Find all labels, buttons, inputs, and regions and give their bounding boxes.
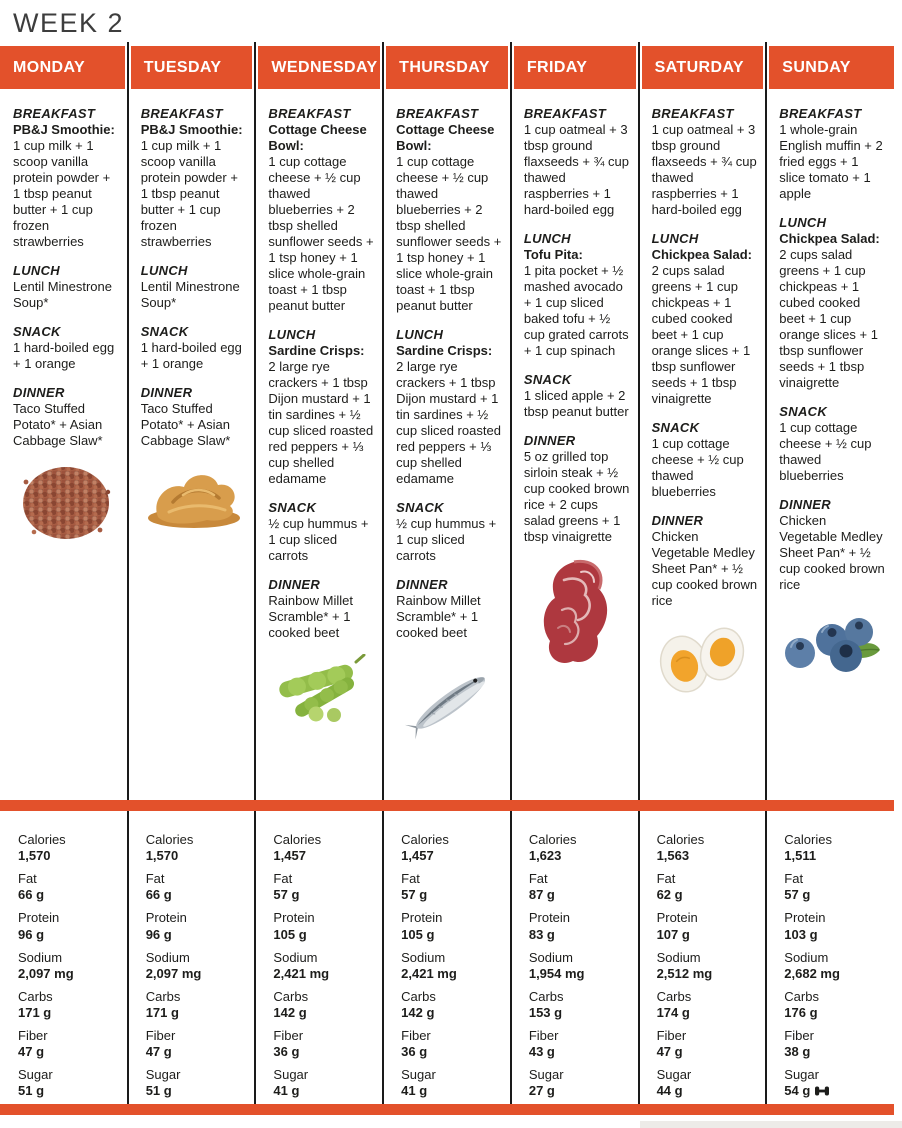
orange-divider-band-bottom: [0, 1104, 894, 1115]
edamame-image: [268, 654, 374, 728]
meal-section-breakfast-saturday: [652, 106, 758, 218]
nutrition-value: 153 g: [528, 1004, 563, 1020]
nutrition-sugar-saturday: [657, 1067, 759, 1099]
meal-section-snack-thursday: [396, 500, 502, 564]
nutrition-label: Calories: [401, 832, 449, 847]
nutrition-calories-monday: [18, 832, 120, 864]
meal-title: Sardine Crisps:: [396, 342, 493, 358]
meal-label: BREAKFAST: [140, 106, 223, 121]
meal-label: DINNER: [13, 384, 65, 400]
nutrition-value: 171 g: [18, 1004, 52, 1020]
day-column-thursday: [383, 89, 511, 800]
meal-description: 1 cup oatmeal + 3 tbsp ground flaxseeds + ¾ cup thawed raspberries + 1 hard-boiled egg: [651, 121, 757, 217]
day-header-wednesday: [258, 46, 380, 89]
nutrition-value: 57 g: [784, 887, 811, 903]
nutrition-value: 44 g: [656, 1083, 683, 1099]
meal-label: BREAKFAST: [13, 106, 96, 121]
nutrition-value: 174 g: [656, 1004, 690, 1020]
nutrition-protein-tuesday: [146, 910, 248, 942]
meal-title: PB&J Smoothie:: [140, 121, 243, 137]
meal-description: 1 cup cottage cheese + ½ cup thawed blueberries: [651, 435, 744, 499]
nutrition-sugar-thursday: [401, 1067, 503, 1099]
nutrition-label: Fat: [784, 871, 804, 887]
meal-label: LUNCH: [13, 262, 60, 278]
nutrition-fiber-wednesday: [273, 1028, 375, 1060]
nutrition-label: Sodium: [656, 949, 701, 965]
day-header-label: SUNDAY: [782, 58, 851, 76]
nutrition-label: Sugar: [528, 1067, 564, 1083]
meal-title: Chickpea Salad:: [779, 230, 880, 246]
meal-label: DINNER: [779, 496, 831, 512]
meal-label: DINNER: [523, 432, 576, 448]
meal-section-breakfast-friday: [524, 106, 630, 218]
nutrition-sugar-monday: [18, 1067, 120, 1099]
day-header-row: [0, 46, 894, 89]
nutrition-label: Sodium: [528, 949, 573, 965]
column-divider: [382, 811, 384, 1104]
meal-description: Chicken Vegetable Medley Sheet Pan* + ½ cup cooked brown rice: [779, 512, 885, 592]
nutrition-label: Calories: [273, 832, 322, 847]
nutrition-label: Fat: [18, 871, 37, 887]
nutrition-label: Sodium: [145, 949, 190, 965]
nutrition-carbs-tuesday: [146, 989, 248, 1021]
nutrition-sugar-sunday: [784, 1067, 886, 1099]
nutrition-value: 36 g: [273, 1044, 300, 1060]
nutrition-value: 96 g: [18, 926, 45, 942]
nutrition-fat-monday: [18, 871, 120, 903]
meal-description: ½ cup hummus + 1 cup sliced carrots: [268, 515, 369, 563]
nutrition-value: 2,421 mg: [273, 965, 330, 981]
nutrition-label: Calories: [145, 832, 194, 847]
nutrition-calories-friday: [529, 832, 631, 864]
nutrition-label: Protein: [273, 910, 315, 926]
column-divider: [254, 811, 256, 1104]
nutrition-label: Carbs: [273, 988, 309, 1004]
meal-label: LUNCH: [651, 230, 699, 246]
meal-section-snack-tuesday: [141, 324, 247, 372]
meal-title: Tofu Pita:: [523, 246, 583, 262]
meal-label: BREAKFAST: [268, 106, 351, 121]
orange-divider-band-middle: [0, 800, 894, 811]
nutrition-label: Fiber: [145, 1028, 176, 1044]
nutrition-label: Fat: [528, 871, 548, 887]
meal-description: Lentil Minestrone Soup*: [140, 278, 240, 310]
nutrition-label: Fiber: [401, 1028, 431, 1044]
meal-section-snack-monday: [13, 324, 119, 372]
nutrition-label: Carbs: [18, 988, 53, 1004]
nutrition-label: Fiber: [656, 1028, 687, 1044]
meal-section-lunch-friday: [524, 231, 630, 359]
nutrition-value: 1,570: [18, 848, 51, 864]
nutrition-sodium-thursday: [401, 950, 503, 982]
nutrition-label: Calories: [528, 832, 577, 847]
nutrition-label: Fiber: [18, 1028, 48, 1044]
nutrition-calories-sunday: [784, 832, 886, 864]
nutrition-panel-wednesday: [255, 811, 383, 1104]
nutrition-sodium-saturday: [657, 950, 759, 982]
nutrition-fiber-monday: [18, 1028, 120, 1060]
nutrition-value: 1,511: [784, 848, 817, 864]
column-divider: [254, 42, 256, 800]
egg-image: [652, 622, 758, 702]
meal-description: 1 cup cottage cheese + ½ cup thawed blueberries + 2 tbsp shelled sunflower seeds + 1 tsp honey + 1 slice whole-grain toast + 1 tbsp peanut butter: [268, 153, 374, 313]
nutrition-label: Fat: [656, 871, 676, 887]
nutrition-fat-saturday: [657, 871, 759, 903]
nutrition-fat-tuesday: [146, 871, 248, 903]
nutrition-value: 1,457: [273, 848, 306, 864]
meal-section-breakfast-wednesday: [268, 106, 374, 314]
nutrition-calories-saturday: [657, 832, 759, 864]
nutrition-fiber-sunday: [784, 1028, 886, 1060]
nutrition-label: Fat: [401, 871, 420, 887]
column-divider: [127, 811, 129, 1104]
nutrition-label: Fiber: [528, 1028, 559, 1044]
nutrition-value: 41 g: [273, 1083, 300, 1099]
nutrition-label: Carbs: [528, 988, 564, 1004]
nutrition-value: 83 g: [528, 926, 555, 942]
meal-section-dinner-friday: [524, 433, 630, 545]
nutrition-label: Sugar: [656, 1067, 692, 1083]
nutrition-value: 1,623: [528, 848, 562, 864]
nutrition-fiber-tuesday: [146, 1028, 248, 1060]
nutrition-carbs-saturday: [657, 989, 759, 1021]
nutrition-label: Sodium: [401, 949, 446, 965]
nutrition-value: 105 g: [273, 926, 307, 942]
nutrition-panel-sunday: [766, 811, 894, 1104]
meal-description: 2 cups salad greens + 1 cup chickpeas + 1 cubed cooked beet + 1 cup orange slices + 1 tbsp sunflower seeds + 1 tbsp vinaigrette: [779, 246, 878, 390]
blueberries-image: [779, 606, 885, 680]
meal-section-breakfast-sunday: [779, 106, 885, 202]
meal-label: LUNCH: [779, 214, 827, 230]
nutrition-sodium-wednesday: [273, 950, 375, 982]
day-header-label: TUESDAY: [143, 58, 222, 76]
day-header-saturday: [642, 46, 764, 89]
meal-description: 1 cup oatmeal + 3 tbsp ground flaxseeds + ¾ cup thawed raspberries + 1 hard-boiled egg: [523, 121, 629, 217]
column-divider: [510, 42, 512, 800]
nutrition-protein-sunday: [784, 910, 886, 942]
nutrition-carbs-thursday: [401, 989, 503, 1021]
meal-section-snack-friday: [524, 372, 630, 420]
nutrition-value: 105 g: [401, 926, 435, 942]
meal-section-dinner-wednesday: [268, 577, 374, 641]
column-divider: [765, 811, 767, 1104]
meal-description: 1 sliced apple + 2 tbsp peanut butter: [523, 387, 629, 419]
nutrition-label: Calories: [656, 832, 705, 847]
nutrition-value: 36 g: [401, 1044, 428, 1060]
nutrition-value: 1,570: [145, 848, 179, 864]
day-header-label: FRIDAY: [526, 58, 588, 76]
nutrition-fat-thursday: [401, 871, 503, 903]
steak-image: [524, 558, 630, 674]
nutrition-value: 107 g: [656, 926, 690, 942]
nutrition-row: [0, 811, 894, 1104]
nutrition-panel-monday: [0, 811, 128, 1104]
meal-description: Taco Stuffed Potato* + Asian Cabbage Slaw*: [140, 400, 231, 448]
nutrition-label: Fiber: [784, 1028, 814, 1044]
nutrition-label: Carbs: [784, 988, 819, 1004]
nutrition-label: Protein: [656, 910, 698, 926]
meal-label: LUNCH: [396, 326, 444, 342]
meal-label: DINNER: [396, 576, 448, 592]
column-divider: [382, 42, 384, 800]
meal-label: SNACK: [13, 323, 61, 339]
meal-description: Lentil Minestrone Soup*: [13, 278, 112, 310]
nutrition-value: 2,512 mg: [656, 965, 713, 981]
meal-description: 2 large rye crackers + 1 tbsp Dijon mustard + 1 tin sardines + ½ cup sliced roasted red peppers + ⅓ cup shelled edamame: [396, 358, 501, 486]
meal-label: LUNCH: [140, 262, 188, 278]
nutrition-value: 66 g: [18, 887, 45, 903]
day-column-wednesday: [255, 89, 383, 800]
day-header-thursday: [386, 46, 508, 89]
nutrition-carbs-sunday: [784, 989, 886, 1021]
nutrition-sodium-friday: [529, 950, 631, 982]
nutrition-value: 176 g: [784, 1004, 818, 1020]
column-divider: [638, 42, 640, 800]
page-title: WEEK 2: [13, 8, 125, 38]
day-column-sunday: [766, 89, 894, 800]
meal-title: Chickpea Salad:: [651, 246, 752, 262]
nutrition-label: Sugar: [18, 1067, 53, 1083]
day-header-label: MONDAY: [13, 58, 86, 76]
nutrition-value: 142 g: [273, 1004, 307, 1020]
meal-label: SNACK: [396, 499, 444, 515]
nutrition-value: 38 g: [784, 1044, 811, 1060]
nutrition-label: Sodium: [273, 949, 318, 965]
column-divider: [127, 42, 129, 800]
meal-section-dinner-thursday: [396, 577, 502, 641]
meal-description: 1 cup milk + 1 scoop vanilla protein powder + 1 tbsp peanut butter + 1 cup frozen strawberries: [140, 137, 238, 249]
nutrition-label: Sodium: [18, 949, 63, 965]
meal-label: SNACK: [140, 323, 189, 339]
nutrition-label: Sodium: [784, 949, 829, 965]
meal-description: 1 hard-boiled egg + 1 orange: [140, 339, 242, 371]
nutrition-label: Calories: [18, 832, 66, 847]
nutrition-label: Carbs: [401, 988, 436, 1004]
nutrition-value: 2,421 mg: [401, 965, 457, 981]
meal-section-lunch-tuesday: [141, 263, 247, 311]
nutrition-label: Protein: [784, 910, 826, 926]
nutrition-fat-wednesday: [273, 871, 375, 903]
meal-label: BREAKFAST: [396, 106, 479, 121]
meal-label: LUNCH: [523, 230, 571, 246]
nutrition-label: Protein: [18, 910, 60, 926]
nutrition-panel-thursday: [383, 811, 511, 1104]
meal-section-breakfast-tuesday: [141, 106, 247, 250]
meal-label: SNACK: [651, 419, 700, 435]
nutrition-sodium-monday: [18, 950, 120, 982]
nutrition-label: Calories: [784, 832, 832, 847]
meal-description: 1 cup cottage cheese + ½ cup thawed blueberries + 2 tbsp shelled sunflower seeds + 1 tsp honey + 1 slice whole-grain toast + 1 tbsp peanut butter: [396, 153, 502, 313]
nutrition-value: 103 g: [784, 926, 818, 942]
nutrition-sugar-friday: [529, 1067, 631, 1099]
day-header-tuesday: [131, 46, 253, 89]
column-divider: [638, 811, 640, 1104]
nutrition-value: 57 g: [273, 887, 300, 903]
meal-description: 2 cups salad greens + 1 cup chickpeas + 1 cubed cooked beet + 1 cup orange slices + 1 tbsp sunflower seeds + 1 tbsp vinaigrette: [651, 262, 751, 406]
nutrition-protein-thursday: [401, 910, 503, 942]
nutrition-value: 1,563: [656, 848, 690, 864]
day-column-monday: [0, 89, 128, 800]
nutrition-label: Sugar: [273, 1067, 309, 1083]
nutrition-label: Protein: [401, 910, 443, 926]
nutrition-label: Sugar: [401, 1067, 436, 1083]
meal-section-dinner-saturday: [652, 513, 758, 609]
nutrition-fat-friday: [529, 871, 631, 903]
nutrition-value: 51 g: [18, 1083, 45, 1099]
nutrition-calories-tuesday: [146, 832, 248, 864]
day-header-friday: [514, 46, 636, 89]
lentils-image: [13, 462, 119, 546]
nutrition-value: 47 g: [145, 1044, 172, 1060]
nutrition-value: 87 g: [528, 887, 555, 903]
nutrition-carbs-friday: [529, 989, 631, 1021]
nutrition-value: 41 g: [401, 1083, 428, 1099]
day-header-label: SATURDAY: [654, 58, 744, 76]
nutrition-label: Carbs: [145, 988, 181, 1004]
meal-description: Chicken Vegetable Medley Sheet Pan* + ½ cup cooked brown rice: [651, 528, 758, 608]
meal-section-lunch-wednesday: [268, 327, 374, 487]
column-divider: [510, 811, 512, 1104]
nutrition-value: 96 g: [145, 926, 172, 942]
nutrition-calories-wednesday: [273, 832, 375, 864]
nutrition-fiber-friday: [529, 1028, 631, 1060]
meal-section-snack-wednesday: [268, 500, 374, 564]
nutrition-value: 142 g: [401, 1004, 435, 1020]
meal-description: 1 whole-grain English muffin + 2 fried eggs + 1 slice tomato + 1 apple: [779, 121, 883, 201]
meal-section-dinner-sunday: [779, 497, 885, 593]
nutrition-value: 171 g: [145, 1004, 179, 1020]
meal-section-dinner-tuesday: [141, 385, 247, 449]
meal-title: Cottage Cheese Bowl:: [396, 121, 495, 153]
meal-label: SNACK: [268, 499, 317, 515]
meal-description: 1 hard-boiled egg + 1 orange: [13, 339, 115, 371]
meal-label: DINNER: [268, 576, 321, 592]
meal-label: DINNER: [651, 512, 704, 528]
column-divider: [765, 42, 767, 800]
page-edge-shadow: [640, 1121, 902, 1128]
nutrition-label: Carbs: [656, 988, 692, 1004]
nutrition-label: Sugar: [784, 1067, 819, 1083]
meal-description: 1 pita pocket + ½ mashed avocado + 1 cup sliced baked tofu + ½ cup grated carrots + 1 cup spinach: [523, 262, 629, 358]
nutrition-value: 47 g: [656, 1044, 683, 1060]
meal-section-lunch-monday: [13, 263, 119, 311]
meal-description: Rainbow Millet Scramble* + 1 cooked beet: [268, 592, 353, 640]
day-column-friday: [511, 89, 639, 800]
meal-plan-table: [0, 46, 894, 1115]
meal-label: LUNCH: [268, 326, 316, 342]
nutrition-panel-saturday: [639, 811, 767, 1104]
meal-description: 1 cup milk + 1 scoop vanilla protein powder + 1 tbsp peanut butter + 1 cup frozen strawberries: [13, 137, 111, 249]
nutrition-panel-friday: [511, 811, 639, 1104]
meal-section-breakfast-thursday: [396, 106, 502, 314]
nutrition-label: Fat: [145, 871, 165, 887]
day-column-tuesday: [128, 89, 256, 800]
meal-section-breakfast-monday: [13, 106, 119, 250]
nutrition-value: 2,097 mg: [18, 965, 74, 981]
nutrition-label: Sugar: [145, 1067, 181, 1083]
nutrition-value: 1,457: [401, 848, 434, 864]
meal-section-lunch-sunday: [779, 215, 885, 391]
meal-title: Cottage Cheese Bowl:: [268, 121, 367, 153]
nutrition-protein-monday: [18, 910, 120, 942]
day-header-label: THURSDAY: [399, 58, 490, 76]
nutrition-label: Fat: [273, 871, 293, 887]
peanut-butter-image: [141, 462, 247, 534]
nutrition-label: Protein: [145, 910, 187, 926]
nutrition-fiber-thursday: [401, 1028, 503, 1060]
meal-description: 5 oz grilled top sirloin steak + ½ cup cooked brown rice + 2 cups salad greens + 1 tbsp vinaigrette: [523, 448, 630, 544]
meal-title: Sardine Crisps:: [268, 342, 365, 358]
nutrition-protein-saturday: [657, 910, 759, 942]
nutrition-panel-tuesday: [128, 811, 256, 1104]
nutrition-label: Fiber: [273, 1028, 304, 1044]
day-header-monday: [0, 46, 125, 89]
dumbbell-end-mark-icon: [815, 1086, 829, 1096]
nutrition-value: 27 g: [528, 1083, 555, 1099]
meal-label: BREAKFAST: [779, 106, 862, 121]
nutrition-value: 62 g: [656, 887, 683, 903]
nutrition-sugar-tuesday: [146, 1067, 248, 1099]
sardine-image: [396, 654, 502, 756]
meal-label: BREAKFAST: [523, 106, 606, 121]
meal-section-snack-sunday: [779, 404, 885, 484]
nutrition-carbs-monday: [18, 989, 120, 1021]
nutrition-calories-thursday: [401, 832, 503, 864]
meal-section-lunch-saturday: [652, 231, 758, 407]
nutrition-fat-sunday: [784, 871, 886, 903]
nutrition-protein-wednesday: [273, 910, 375, 942]
nutrition-value: 66 g: [145, 887, 172, 903]
meal-section-lunch-thursday: [396, 327, 502, 487]
day-header-sunday: [769, 46, 894, 89]
nutrition-value: 2,097 mg: [145, 965, 202, 981]
meal-description: Rainbow Millet Scramble* + 1 cooked beet: [396, 592, 481, 640]
meal-description: 1 cup cottage cheese + ½ cup thawed blueberries: [779, 419, 872, 483]
nutrition-value: 1,954 mg: [528, 965, 585, 981]
nutrition-value: 54 g: [784, 1083, 886, 1099]
meal-section-dinner-monday: [13, 385, 119, 449]
nutrition-value: 57 g: [401, 887, 428, 903]
meal-description: ½ cup hummus + 1 cup sliced carrots: [396, 515, 497, 563]
day-header-label: WEDNESDAY: [271, 58, 378, 76]
meal-label: SNACK: [779, 403, 828, 419]
meal-title: PB&J Smoothie:: [13, 121, 115, 137]
nutrition-sodium-tuesday: [146, 950, 248, 982]
nutrition-label: Protein: [528, 910, 571, 926]
meal-description: Taco Stuffed Potato* + Asian Cabbage Slaw*: [13, 400, 103, 448]
nutrition-value: 47 g: [18, 1044, 45, 1060]
nutrition-fiber-saturday: [657, 1028, 759, 1060]
meal-label: BREAKFAST: [651, 106, 734, 121]
nutrition-protein-friday: [529, 910, 631, 942]
nutrition-value: 51 g: [145, 1083, 172, 1099]
meals-row: [0, 89, 894, 800]
nutrition-carbs-wednesday: [273, 989, 375, 1021]
meal-label: DINNER: [140, 384, 193, 400]
meal-description: 2 large rye crackers + 1 tbsp Dijon mustard + 1 tin sardines + ½ cup sliced roasted red peppers + ⅓ cup shelled edamame: [268, 358, 374, 486]
nutrition-sodium-sunday: [784, 950, 886, 982]
meal-label: SNACK: [523, 371, 572, 387]
meal-section-snack-saturday: [652, 420, 758, 500]
day-column-saturday: [639, 89, 767, 800]
nutrition-sugar-wednesday: [273, 1067, 375, 1099]
nutrition-value: 2,682 mg: [784, 965, 840, 981]
nutrition-value: 43 g: [528, 1044, 555, 1060]
